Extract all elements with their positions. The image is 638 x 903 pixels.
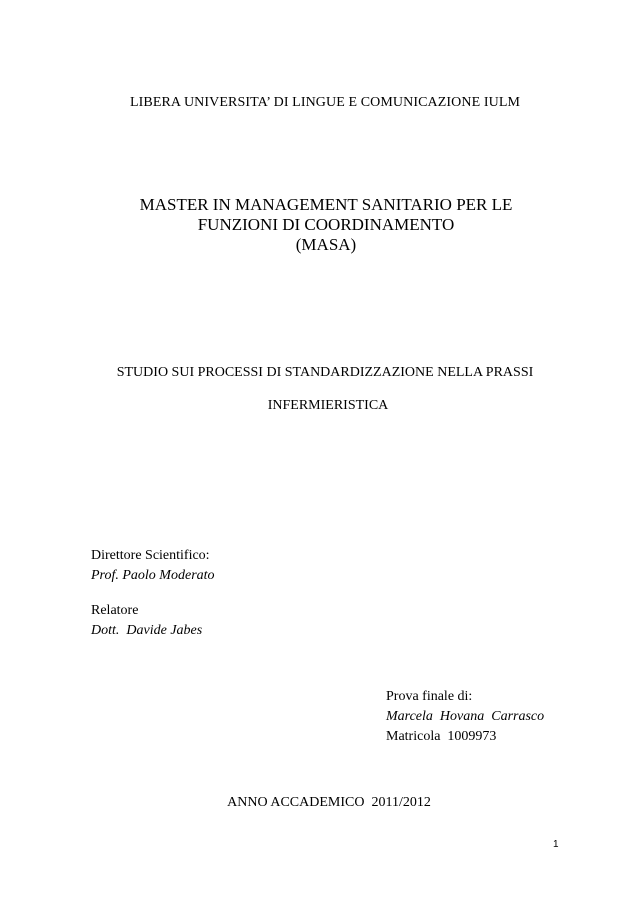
master-title: [7, 195, 638, 255]
master-line-3: (MASA): [295, 235, 357, 254]
thesis-title-line-1: [6, 365, 638, 381]
supervisor-label: Relatore: [91, 603, 139, 618]
candidate-label: Prova finale di:: [386, 689, 473, 704]
candidate-block: [386, 687, 544, 747]
academic-year-text: ANNO ACCADEMICO 2011/2012: [227, 795, 431, 810]
director-block: [91, 546, 215, 586]
university-name: [6, 95, 638, 111]
thesis-title-line-2: [9, 398, 638, 414]
academic-year: [10, 795, 638, 811]
thesis-title-text-1: STUDIO SUI PROCESSI DI STANDARDIZZAZIONE NELLA PRASSI: [116, 365, 534, 380]
thesis-title-text-2: INFERMIERISTICA: [267, 398, 389, 413]
master-line-2: FUNZIONI DI COORDINAMENTO: [197, 215, 455, 234]
director-name: Prof. Paolo Moderato: [91, 568, 215, 583]
director-label: Direttore Scientifico:: [91, 548, 210, 563]
page-number: 1: [553, 839, 559, 850]
candidate-matricola: Matricola 1009973: [386, 729, 497, 744]
master-line-1: MASTER IN MANAGEMENT SANITARIO PER LE: [139, 195, 513, 214]
supervisor-block: [91, 601, 202, 641]
supervisor-name: Dott. Davide Jabes: [91, 623, 203, 638]
candidate-name: Marcela Hovana Carrasco: [386, 709, 545, 724]
university-text: LIBERA UNIVERSITA’ DI LINGUE E COMUNICAZIONE IULM: [129, 95, 521, 110]
